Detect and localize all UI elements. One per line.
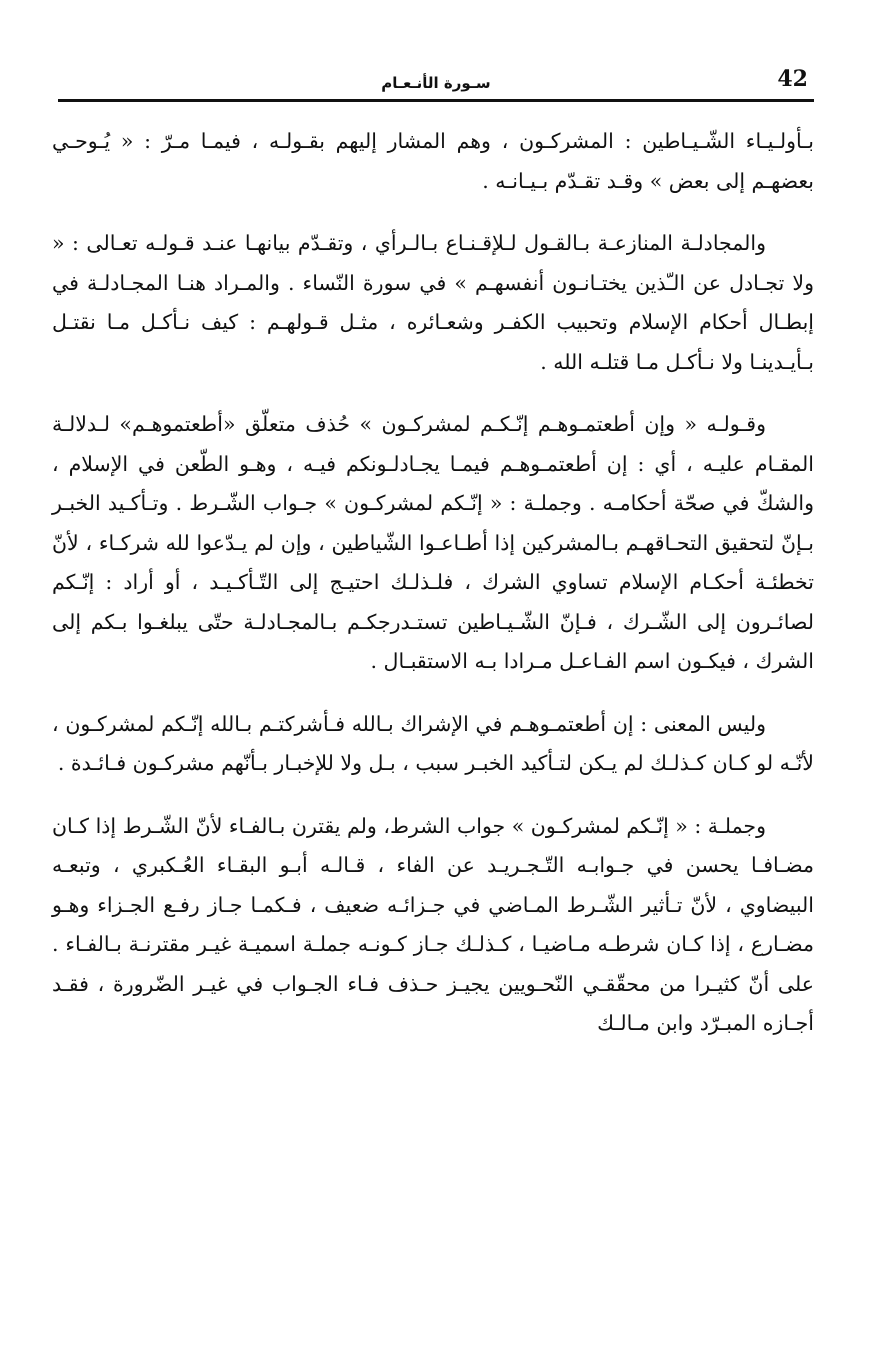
- paragraph-2: والمجادلـة المنازعـة بـالقـول لـلإقـنـاع بـالـرأي ، وتقـدّم بيانهـا عنـد قـولـه تعـالى : « ولا تجـادل عن الـّذين يختـانـون أنفسهـم » في سورة النّساء . والمـراد هنـا المجـادلـة في إبطـال أحكام الإسلام وتحبيب الكفـر وشعـائره ، مثـل قـولهـم : كيف نـأكـل مـا نقتـل بـأيـدينـا ولا نـأكـل مـا قتلـه الله .: [52, 231, 814, 374]
- paragraph-3: وقـولـه « وإن أطعتمـوهـم إنّـكـم لمشركـون » حُذف متعلّق «أطعتموهـم» لـدلالـة المقـام عليـه ، أي : إن أطعتمـوهـم فيمـا يجـادلـونكم فيـه ، وهـو الطّعن في الإسلام ، والشكّ في صحّة أحكامـه . وجملـة : « إنّـكم لمشركـون » جـواب الشّـرط . وتـأكـيد الخبـر بـإنّ لتحقيق التحـاقهـم بـالمشركين إذا أطـاعـوا الشّياطين ، وإن لم يـدّعوا لله شركـاء ، لأنّ تخطئـة أحكـام الإسلام تساوي الشرك ، فلـذلـك احتيـج إلى التّـأكـيـد ، أو أراد : إنّـكم لصائـرون إلى الشّـرك ، فـإنّ الشّـيـاطين تستـدرجكـم بـالمجـادلـة حتّى يبلغـوا بـكم إلى الشرك ، فيكـون اسم الفـاعـل مـرادا بـه الاستقبـال .: [52, 412, 814, 673]
- paragraph-4: وليس المعنى : إن أطعتمـوهـم في الإشراك بـالله فـأشركتـم بـالله إنّـكم لمشركـون ، لأنّـه لو كـان كـذلـك لم يـكن لتـأكيد الخبـر سبب ، بـل ولا للإخبـار بـأنّهم مشركـون فـائـدة .: [52, 711, 814, 775]
- page-header: [58, 62, 814, 102]
- page-number: 42: [777, 66, 808, 92]
- paragraph-5: وجملـة : « إنّـكم لمشركـون » جواب الشرط، ولم يقترن بـالفـاء لأنّ الشّـرط إذا كـان مضـافـا يحسن في جـوابـه التّـجـريـد عن الفاء ، قـالـه أبـو البقـاء العُـكبري ، وتبعـه البيضاوي ، لأنّ تـأثير الشّـرط المـاضي في جـزائـه ضعيف ، فـكمـا جـاز رفـع الجـزاء وهـو مضـارع ، إذا كـان شرطـه مـاضيـا ، كـذلـك جـاز كـونـه جملـة اسميـة غيـر مقترنـة بـالفـاء . على أنّ كثيـرا من محقّقـي النّحـويين يجيـز حـذف فـاء الجـواب في غيـر الضّرورة ، فقـد أجـازه المبـرّد وابن مـالـك: [52, 813, 814, 1035]
- running-title: سـورة الأنـعـام: [381, 74, 491, 92]
- body-text: [52, 122, 814, 1044]
- paragraph-1: بـأولـيـاء الشّـيـاطين : المشركـون ، وهم المشار إليهم بقـولـه ، فيمـا مـرّ : « يُـوحـي بعضهـم إلى بعض » وقـد تقـدّم بـيـانـه .: [52, 129, 814, 193]
- header-divider: [58, 99, 814, 102]
